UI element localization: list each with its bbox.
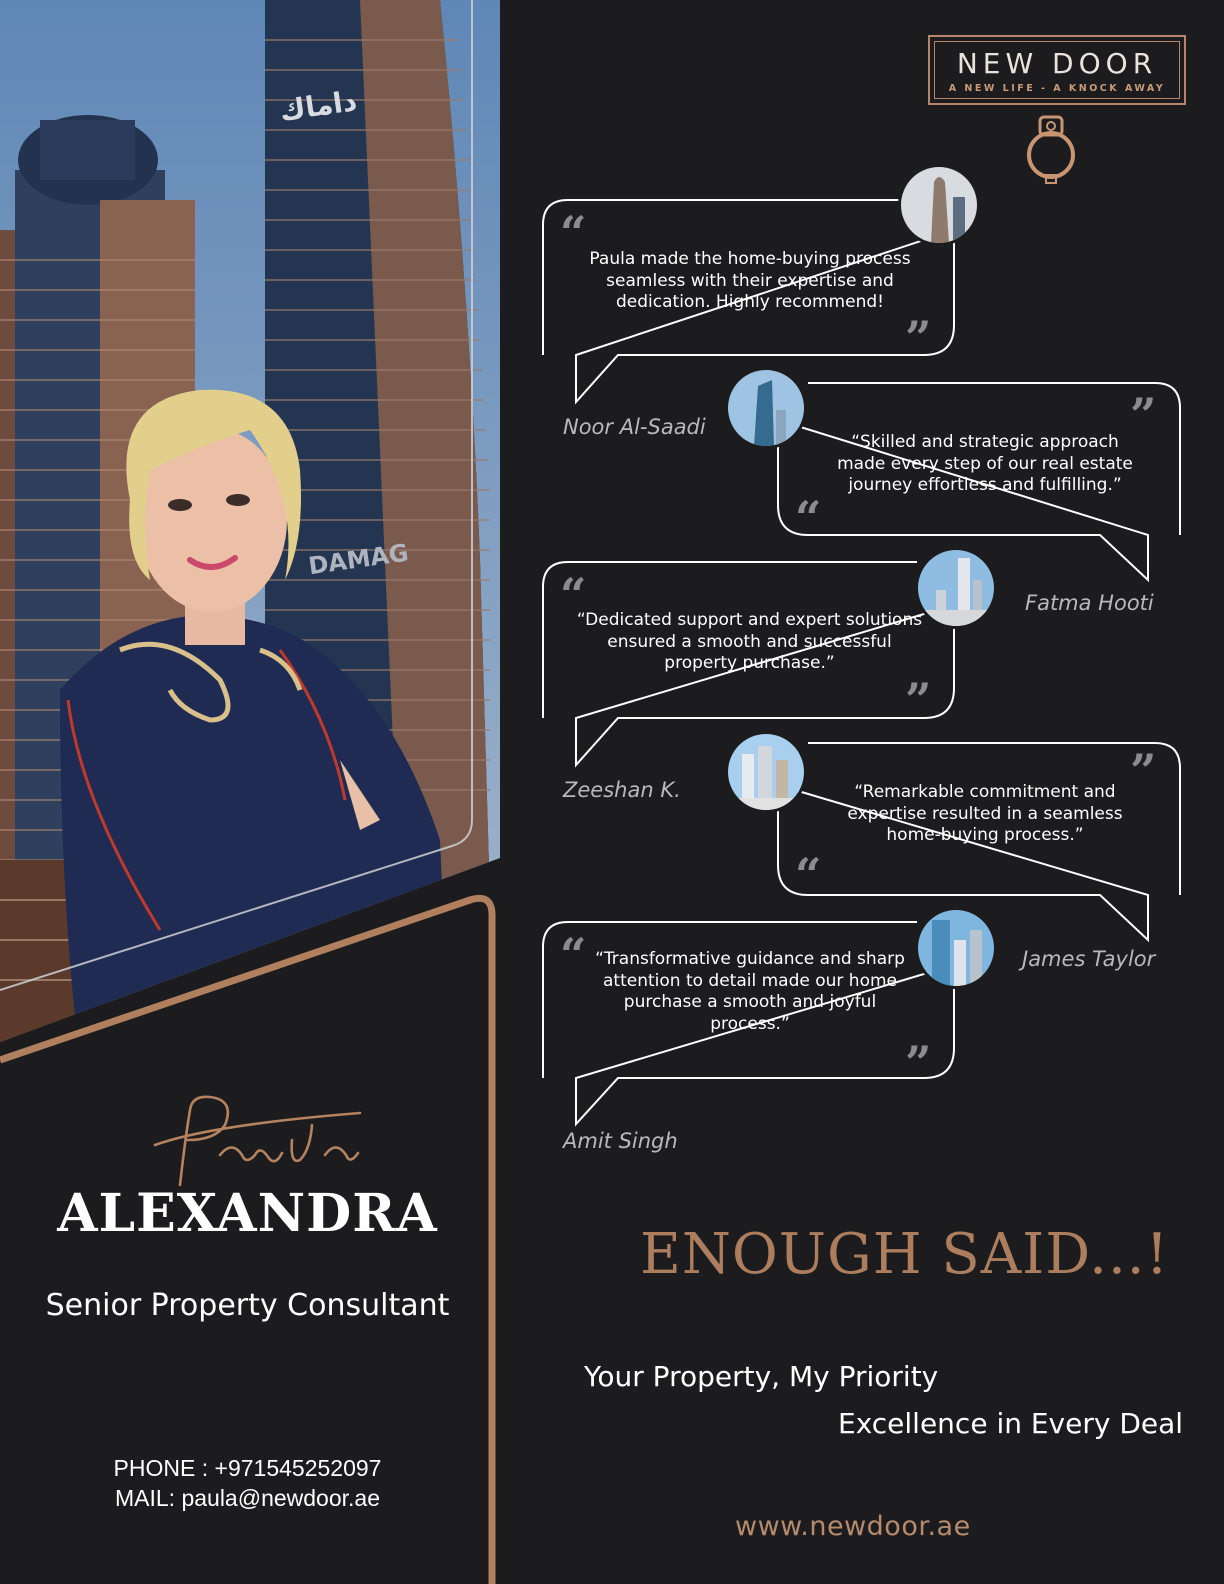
close-quote-icon: ” [1130, 744, 1157, 798]
agent-phone[interactable]: PHONE : +971545252097 [113, 1455, 382, 1481]
door-knocker-icon [1026, 115, 1076, 187]
brand-logo[interactable] [928, 35, 1186, 105]
tower-sign-damac: DAMAG [306, 538, 411, 581]
testimonial-avatar-1 [898, 164, 980, 246]
open-quote-icon: “ [560, 568, 587, 622]
testimonial-avatar-3 [915, 547, 997, 629]
testimonial-author-2: Fatma Hooti [1025, 591, 1154, 615]
brand-tagline: A NEW LIFE - A KNOCK AWAY [948, 83, 1166, 94]
close-quote-icon: ” [905, 311, 932, 365]
open-quote-icon: “ [560, 928, 587, 982]
close-quote-icon: ” [905, 673, 932, 727]
closing-headline: ENOUGH SAID...! [640, 1222, 1170, 1287]
testimonial-author-4: James Taylor [1022, 947, 1156, 971]
testimonial-quote-5: “Transformative guidance and sharp attention to detail made our home purchase a smooth and joyful process.” [595, 949, 905, 1034]
testimonial-quote-3: “Dedicated support and expert solutions ensured a smooth and successful property purchase.” [576, 610, 923, 673]
testimonial-avatar-4 [725, 731, 807, 813]
slogan-line-2: Excellence in Every Deal [838, 1407, 1184, 1440]
brand-name: NEW DOOR [956, 47, 1158, 80]
open-quote-icon: “ [560, 206, 587, 260]
tower-sign-arabic: ﺩﺍﻣﺎﻙ [277, 84, 360, 128]
testimonial-quote-2: “Skilled and strategic approach made every step of our real estate journey effortless and fulfilling.” [837, 432, 1133, 495]
testimonial-quote-1: Paula made the home-buying process seamless with their expertise and dedication. Highly recommend! [589, 249, 911, 312]
slogan-line-1: Your Property, My Priority [584, 1360, 939, 1393]
website-link[interactable]: www.newdoor.ae [735, 1511, 971, 1542]
testimonial-author-3: Zeeshan K. [563, 778, 681, 802]
testimonial-author-5: Amit Singh [563, 1129, 678, 1153]
agent-last-name: ALEXANDRA [57, 1183, 438, 1244]
close-quote-icon: ” [1130, 388, 1157, 442]
close-quote-icon: ” [905, 1036, 932, 1090]
testimonial-author-1: Noor Al-Saadi [563, 415, 706, 439]
testimonial-avatar-2 [725, 367, 807, 449]
open-quote-icon: “ [795, 848, 822, 902]
agent-role: Senior Property Consultant [45, 1288, 450, 1323]
testimonial-quote-4: “Remarkable commitment and expertise resulted in a seamless home-buying process.” [847, 782, 1123, 845]
testimonial-avatar-5 [915, 907, 997, 989]
agent-email[interactable]: MAIL: paula@newdoor.ae [114, 1485, 381, 1511]
open-quote-icon: “ [795, 491, 822, 545]
first-name-signature [150, 1085, 370, 1195]
